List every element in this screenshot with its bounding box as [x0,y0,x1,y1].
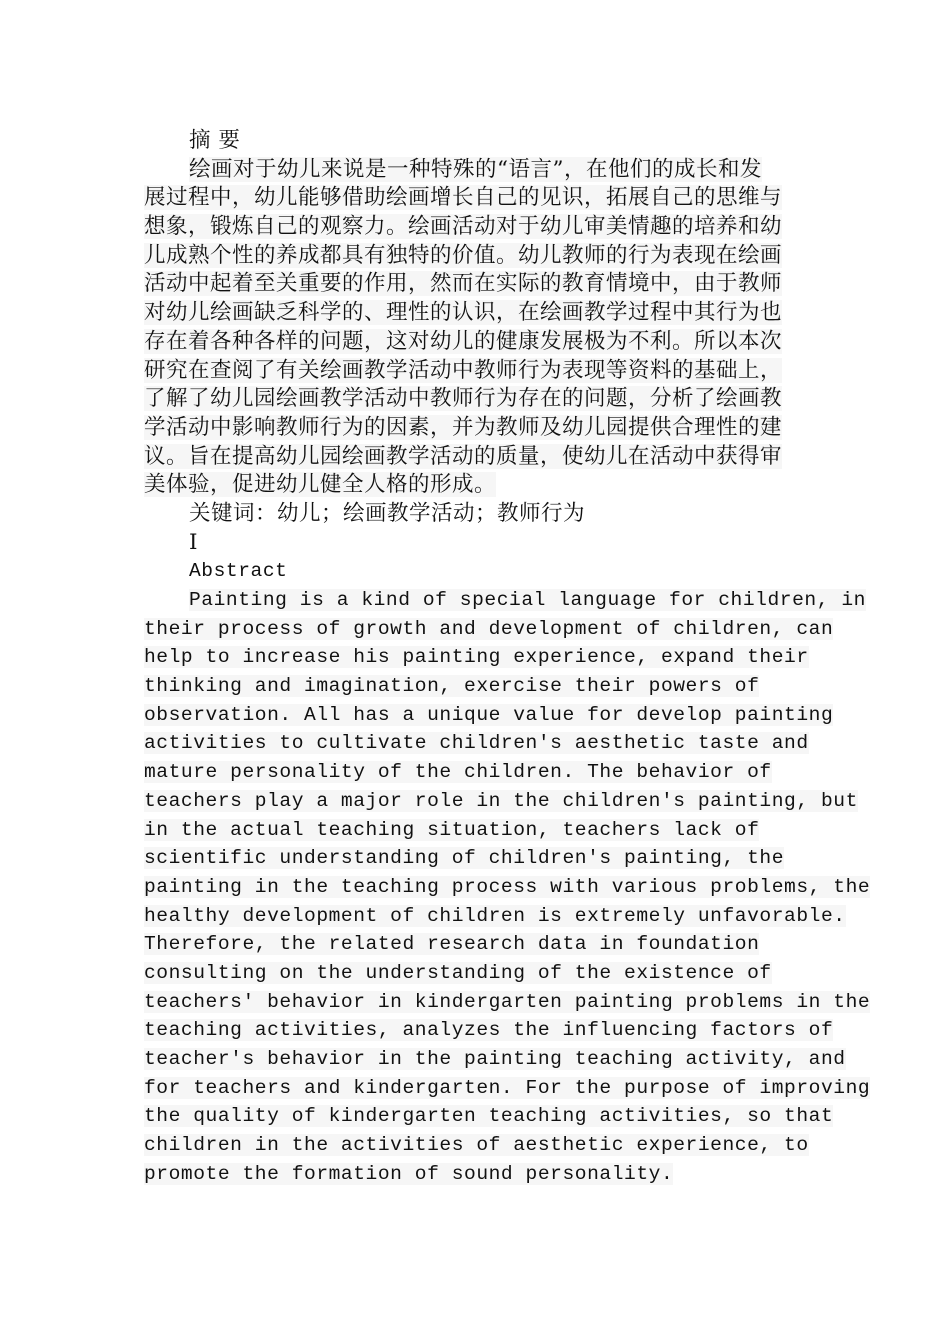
english-abstract-line [144,787,858,816]
chinese-abstract-line [144,357,806,386]
english-abstract-text: Painting is a kind of special language for children, in [189,589,866,611]
chinese-abstract-line [144,385,806,414]
chinese-abstract-line [144,443,806,472]
abstract-content [144,127,871,1188]
english-abstract-heading [144,557,806,586]
chinese-abstract-line [144,184,806,213]
chinese-abstract-text: 了解了幼儿园绘画教学活动中教师行为存在的问题，分析了绘画教 [144,386,783,412]
english-abstract-line [144,959,806,988]
english-abstract-line [144,844,806,873]
english-abstract-line [144,1074,871,1103]
english-abstract-text: teachers' behavior in kindergarten painting problems in the [144,990,871,1013]
english-abstract-line [144,1045,846,1074]
chinese-abstract-text: 展过程中，幼儿能够借助绘画增长自己的见识，拓展自己的思维与 [144,185,783,211]
english-abstract-text: for teachers and kindergarten. For the purpose of improving [144,1076,871,1099]
page-number [144,529,806,558]
english-abstract-text: mature personality of the children. The behavior of [144,761,772,784]
chinese-abstract-text: 美体验，促进幼儿健全人格的形成。 [144,472,497,498]
chinese-abstract-line [144,213,806,242]
chinese-abstract-text: 儿成熟个性的养成都具有独特的价值。幼儿教师的行为表现在绘画 [144,242,783,268]
english-abstract-text: children in the activities of aesthetic experience, to [144,1134,809,1157]
chinese-abstract-heading-text: 摘 要 [189,128,241,153]
english-abstract-heading-text: Abstract [189,560,288,583]
chinese-abstract-text: 存在着各种各样的问题，这对幼儿的健康发展极为不利。所以本次 [144,328,783,354]
english-abstract-text: activities to cultivate children's aesthetic taste and [144,732,809,755]
english-abstract-text: painting in the teaching process with various problems, the [144,875,871,898]
english-abstract-text: consulting on the understanding of the existence of [144,961,772,984]
english-abstract-text: observation. All has a unique value for develop painting [144,703,834,726]
english-abstract-text: teacher's behavior in the painting teaching activity, and [144,1048,846,1070]
english-abstract-text: promote the formation of sound personality. [144,1162,674,1185]
english-abstract-line [144,988,871,1017]
chinese-abstract-line [144,328,806,357]
english-abstract-text: the quality of kindergarten teaching activities, so that [144,1105,834,1128]
chinese-abstract-text: 绘画对于幼儿来说是一种特殊的“语言”，在他们的成长和发 [189,156,762,182]
english-abstract-text: Therefore, the related research data in foundation [144,933,760,956]
chinese-abstract-heading [144,127,806,156]
english-abstract-line [144,1016,834,1045]
english-abstract-line [144,643,809,672]
keywords-line [144,500,806,529]
chinese-abstract-line [144,156,806,185]
chinese-abstract-text: 研究在查阅了有关绘画教学活动中教师行为表现等资料的基础上， [144,357,783,383]
english-abstract-line [144,1102,834,1131]
english-abstract-text: teachers play a major role in the children's painting, but [144,789,858,812]
keywords-text: 关键词：幼儿；绘画教学活动；教师行为 [189,500,586,526]
english-abstract-line [144,586,866,615]
english-abstract-line [144,873,871,902]
chinese-abstract-line [144,242,806,271]
english-abstract-text: help to increase his painting experience, expand their [144,646,809,669]
chinese-abstract-text: 对幼儿绘画缺乏科学的、理性的认识，在绘画教学过程中其行为也 [144,300,783,326]
english-abstract-line [144,701,834,730]
english-abstract-line [144,1131,809,1160]
chinese-abstract-text: 想象，锻炼自己的观察力。绘画活动对于幼儿审美情趣的培养和幼 [144,214,783,240]
english-abstract-text: healthy development of children is extremely unfavorable. [144,904,846,927]
english-abstract-line [144,1160,806,1189]
chinese-abstract-text: 学活动中影响教师行为的因素，并为教师及幼儿园提供合理性的建 [144,414,783,440]
english-abstract-line [144,758,806,787]
english-abstract-text: their process of growth and development of children, can [144,617,834,640]
english-abstract-line [144,729,809,758]
english-abstract-line [144,930,806,959]
chinese-abstract-line [144,299,806,328]
chinese-abstract-line [144,414,806,443]
chinese-abstract-line [144,270,806,299]
english-abstract-text: in the actual teaching situation, teachers lack of [144,818,760,841]
english-abstract-line [144,902,846,931]
english-abstract-text: teaching activities, analyzes the influencing factors of [144,1019,834,1042]
chinese-abstract-text: 议。旨在提高幼儿园绘画教学活动的质量，使幼儿在活动中获得审 [144,443,783,469]
english-abstract-line [144,816,806,845]
page-number-text: I [189,529,198,555]
english-abstract-text: thinking and imagination, exercise their powers of [144,675,760,698]
english-abstract-line [144,672,806,701]
chinese-abstract-text: 活动中起着至关重要的作用，然而在实际的教育情境中，由于教师 [144,271,783,297]
english-abstract-text: scientific understanding of children's painting, the [144,847,785,870]
chinese-abstract-line [144,471,806,500]
english-abstract-line [144,615,834,644]
